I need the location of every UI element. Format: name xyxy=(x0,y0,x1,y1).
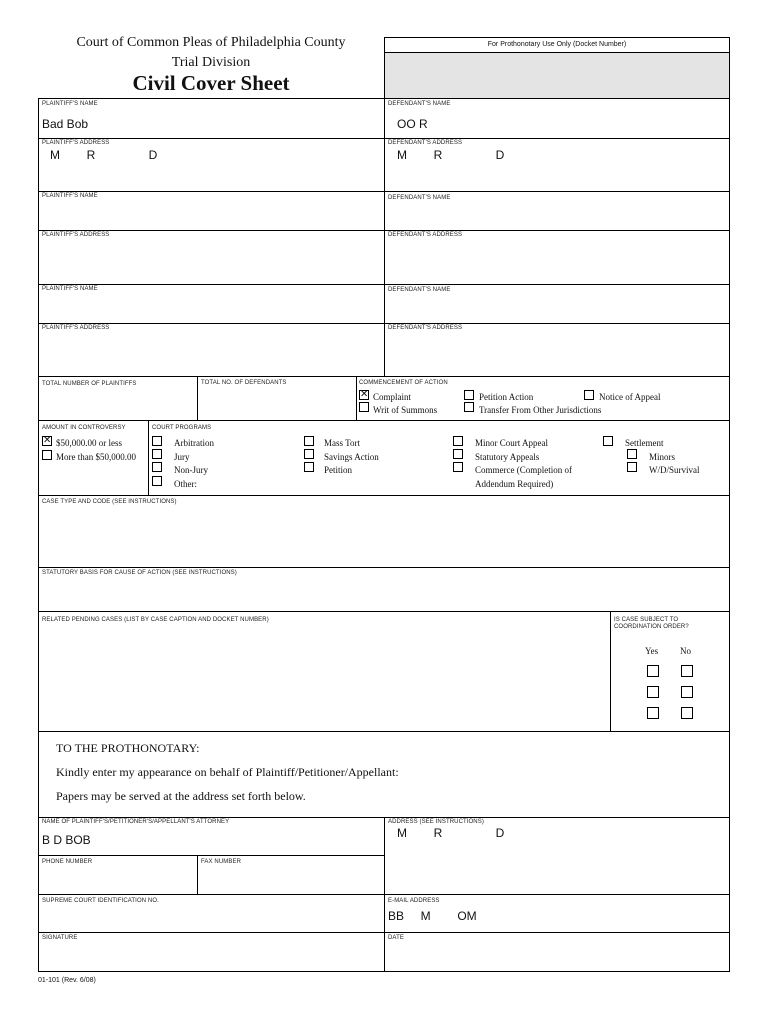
rule xyxy=(148,420,149,495)
rule xyxy=(39,567,729,568)
rule xyxy=(610,611,611,731)
statutory-basis-label: STATUTORY BASIS FOR CAUSE OF ACTION (SEE INSTRUCTIONS) xyxy=(42,570,237,576)
court-name: Court of Common Pleas of Philadelphia County xyxy=(76,35,346,50)
rule xyxy=(39,495,729,496)
defendant3-name-label: DEFENDANT'S NAME xyxy=(388,287,451,293)
rule xyxy=(39,323,729,324)
no-label: No xyxy=(680,646,691,656)
settlement-checkbox[interactable] xyxy=(603,436,613,446)
statutory-label: Statutory Appeals xyxy=(475,452,540,462)
party-divider xyxy=(384,99,385,376)
plaintiff3-name-label: PLAINTIFF'S NAME xyxy=(42,286,98,292)
coordination-label-line1: IS CASE SUBJECT TO xyxy=(614,617,679,623)
arbitration-label: Arbitration xyxy=(174,438,214,448)
attorney-name-label: NAME OF PLAINTIFF'S/PETITIONER'S/APPELLANT'S ATTORNEY xyxy=(42,819,230,825)
cover-sheet-form xyxy=(38,98,730,972)
transfer-label: Transfer From Other Jurisdictions xyxy=(479,405,602,415)
rule xyxy=(39,230,729,231)
defendant1-address-field[interactable]: M R D xyxy=(397,148,505,162)
case-type-label: CASE TYPE AND CODE (SEE INSTRUCTIONS) xyxy=(42,499,177,505)
plaintiff1-name-field[interactable]: Bad Bob xyxy=(42,117,89,131)
prothonotary-docket-box[interactable] xyxy=(384,37,730,99)
rule xyxy=(39,932,729,933)
commerce-checkbox[interactable] xyxy=(453,462,463,472)
rule xyxy=(39,894,729,895)
plaintiff1-address-label: PLAINTIFF'S ADDRESS xyxy=(42,140,110,146)
rule xyxy=(39,611,729,612)
related-cases-label: RELATED PENDING CASES (LIST BY CASE CAPTION AND DOCKET NUMBER) xyxy=(42,617,269,623)
commerce-label-line1: Commerce (Completion of xyxy=(475,465,572,475)
other-checkbox[interactable] xyxy=(152,476,162,486)
non-jury-checkbox[interactable] xyxy=(152,462,162,472)
amount-opt2-label: More than $50,000.00 xyxy=(56,452,136,462)
defendant1-name-label: DEFENDANT'S NAME xyxy=(388,101,451,107)
form-title: Civil Cover Sheet xyxy=(132,71,290,95)
rule xyxy=(39,731,729,732)
statutory-checkbox[interactable] xyxy=(453,449,463,459)
prothonotary-appearance: Kindly enter my appearance on behalf of Plaintiff/Petitioner/Appellant: xyxy=(56,765,399,779)
minors-label: Minors xyxy=(649,452,676,462)
amount-label: AMOUNT IN CONTROVERSY xyxy=(42,425,126,431)
form-number: 01-101 (Rev. 6/08) xyxy=(38,977,96,984)
minor-court-label: Minor Court Appeal xyxy=(475,438,548,448)
wd-survival-checkbox[interactable] xyxy=(627,462,637,472)
petition-action-checkbox[interactable] xyxy=(464,390,474,400)
email-field[interactable]: BB M OM xyxy=(388,909,477,923)
total-defendants-label: TOTAL NO. OF DEFENDANTS xyxy=(201,380,287,386)
commencement-label: COMMENCEMENT OF ACTION xyxy=(359,380,448,386)
coord-yes-2-checkbox[interactable] xyxy=(647,686,659,698)
notice-appeal-checkbox[interactable] xyxy=(584,390,594,400)
defendant1-name-field[interactable]: OO R xyxy=(397,117,428,131)
writ-label: Writ of Summons xyxy=(373,405,438,415)
division-name: Trial Division xyxy=(171,55,251,70)
rule xyxy=(39,855,384,856)
supreme-court-id-label: SUPREME COURT IDENTIFICATION NO. xyxy=(42,898,159,904)
defendant2-name-label: DEFENDANT'S NAME xyxy=(388,195,451,201)
plaintiff1-name-label: PLAINTIFF'S NAME xyxy=(42,101,98,107)
minors-checkbox[interactable] xyxy=(627,449,637,459)
attorney-address-field[interactable]: M R D xyxy=(397,826,505,840)
coord-no-1-checkbox[interactable] xyxy=(681,665,693,677)
jury-label: Jury xyxy=(174,452,190,462)
plaintiff2-name-label: PLAINTIFF'S NAME xyxy=(42,193,98,199)
writ-checkbox[interactable] xyxy=(359,402,369,412)
fax-label: FAX NUMBER xyxy=(201,859,242,865)
mass-tort-checkbox[interactable] xyxy=(304,436,314,446)
prothonotary-use-caption: For Prothonotary Use Only (Docket Number) xyxy=(385,38,729,53)
complaint-label: Complaint xyxy=(373,392,411,402)
rule xyxy=(39,376,729,377)
plaintiff3-address-label: PLAINTIFF'S ADDRESS xyxy=(42,325,110,331)
total-plaintiffs-label: TOTAL NUMBER OF PLAINTIFFS xyxy=(42,381,137,387)
amount-opt1-checkbox[interactable] xyxy=(42,436,52,446)
programs-label: COURT PROGRAMS xyxy=(152,425,212,431)
phone-label: PHONE NUMBER xyxy=(42,859,93,865)
plaintiff2-address-label: PLAINTIFF'S ADDRESS xyxy=(42,232,110,238)
arbitration-checkbox[interactable] xyxy=(152,436,162,446)
savings-action-checkbox[interactable] xyxy=(304,449,314,459)
attorney-address-label: ADDRESS (SEE INSTRUCTIONS) xyxy=(388,819,484,825)
other-label: Other: xyxy=(174,479,197,489)
prothonotary-heading: TO THE PROTHONOTARY: xyxy=(56,741,200,755)
amount-opt1-label: $50,000.00 or less xyxy=(56,438,122,448)
petition-label: Petition xyxy=(324,465,353,475)
savings-action-label: Savings Action xyxy=(324,452,379,462)
defendant1-address-label: DEFENDANT'S ADDRESS xyxy=(388,140,463,146)
coord-no-2-checkbox[interactable] xyxy=(681,686,693,698)
rule xyxy=(39,191,729,192)
rule xyxy=(197,855,198,894)
petition-checkbox[interactable] xyxy=(304,462,314,472)
rule xyxy=(39,138,729,139)
commerce-label-line2: Addendum Required) xyxy=(475,479,554,489)
rule xyxy=(356,376,357,420)
settlement-label: Settlement xyxy=(625,438,664,448)
notice-appeal-label: Notice of Appeal xyxy=(599,392,661,402)
rule xyxy=(39,284,729,285)
rule xyxy=(197,376,198,420)
petition-action-label: Petition Action xyxy=(479,392,534,402)
court-header xyxy=(38,34,384,95)
complaint-checkbox[interactable] xyxy=(359,390,369,400)
wd-survival-label: W/D/Survival xyxy=(649,465,700,475)
minor-court-checkbox[interactable] xyxy=(453,436,463,446)
non-jury-label: Non-Jury xyxy=(174,465,208,475)
yes-label: Yes xyxy=(645,646,659,656)
coord-yes-3-checkbox[interactable] xyxy=(647,707,659,719)
coordination-label-line2: COORDINATION ORDER? xyxy=(614,624,689,630)
date-label: DATE xyxy=(388,935,404,941)
prothonotary-papers: Papers may be served at the address set forth below. xyxy=(56,789,306,803)
jury-checkbox[interactable] xyxy=(152,449,162,459)
plaintiff1-address-field[interactable]: M R D xyxy=(50,148,158,162)
mass-tort-label: Mass Tort xyxy=(324,438,360,448)
transfer-checkbox[interactable] xyxy=(464,402,474,412)
rule xyxy=(39,420,729,421)
coord-no-3-checkbox[interactable] xyxy=(681,707,693,719)
defendant3-address-label: DEFENDANT'S ADDRESS xyxy=(388,325,463,331)
coord-yes-1-checkbox[interactable] xyxy=(647,665,659,677)
signature-label: SIGNATURE xyxy=(42,935,78,941)
email-label: E-MAIL ADDRESS xyxy=(388,898,440,904)
amount-opt2-checkbox[interactable] xyxy=(42,450,52,460)
defendant2-address-label: DEFENDANT'S ADDRESS xyxy=(388,232,463,238)
attorney-name-field[interactable]: B D BOB xyxy=(42,833,91,847)
